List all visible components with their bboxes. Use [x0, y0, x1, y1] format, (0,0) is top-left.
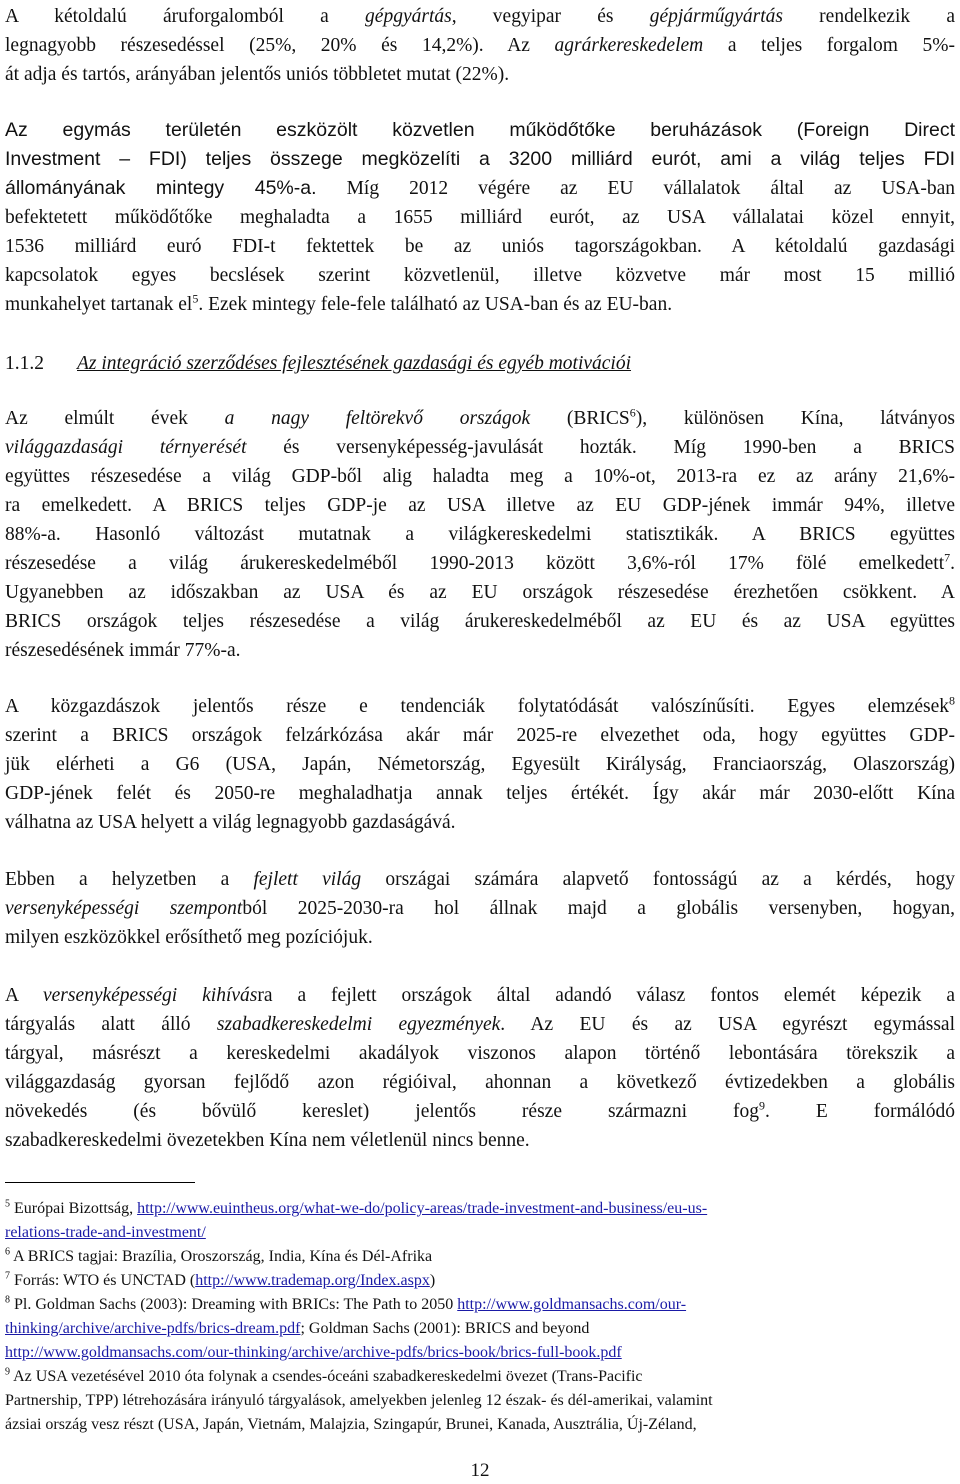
footnote-separator — [5, 1182, 195, 1183]
text-line: részesedésének immár 77%-a. — [5, 640, 241, 661]
paragraph-fdi — [5, 116, 955, 319]
text-line: tárgyal, másrészt a kereskedelmi akadályok viszonos alapon történő lebontására törekszik a — [5, 1043, 955, 1064]
paragraph-forecast — [5, 692, 955, 837]
text-line: versenyképességi szempontból 2025-2030-ra hol állnak majd a globális versenyben, hogyan, — [5, 898, 955, 919]
text-line: tárgyalás alatt álló szabadkereskedelmi egyezmények. Az EU és az USA egyrészt egymással — [5, 1014, 955, 1035]
text-line: 88%-a. Hasonló változást mutatnak a világkereskedelmi statisztikák. A BRICS együttes — [5, 524, 955, 545]
footnote-5-cont — [5, 1221, 955, 1245]
page-number: 12 — [470, 1460, 490, 1481]
footnote-9-cont: ázsiai ország vesz részt (USA, Japán, Vietnám, Malajzia, Szingapúr, Brunei, Kanada, Ausztrália, Új-Zéland, — [5, 1416, 697, 1433]
text-line: világgazdaság gyorsan fejlődő azon régióival, ahonnan a következő évtizedekben a globális — [5, 1072, 955, 1093]
section-number: 1.1.2 — [5, 353, 44, 374]
footnote-link[interactable]: http://www.goldmansachs.com/our- — [457, 1296, 687, 1313]
footnote-link[interactable]: http://www.euintheus.org/what-we-do/policy-areas/trade-investment-and-business/eu-us- — [137, 1200, 708, 1217]
text-line: BRICS országok teljes részesedése a világ árukereskedelméből az EU és az USA együttes — [5, 611, 955, 632]
text-line: szerint a BRICS országok felzárkózása akár már 2025-re elvezethet oda, hogy együttes GDP- — [5, 725, 955, 746]
footnote-5: $^5$ Európai Bizottság, http://www.euintheus.org/what-we-do/policy-areas/trade-investment-and-business/eu-us- — [5, 1198, 708, 1217]
text-line: legnagyobb részesedéssel (25%, 20% és 14,2%). Az agrárkereskedelem a teljes forgalom 5%- — [5, 35, 955, 56]
footnote-8: $^8$ Pl. Goldman Sachs (2003): Dreaming with BRICs: The Path to 2050 http://www.goldmansachs.com/our- — [5, 1294, 687, 1313]
text-line: ra emelkedett. A BRICS teljes GDP-je az USA illetve az EU GDP-jének immár 94%, illetve — [5, 495, 955, 516]
text-line: GDP-jének felét és 2050-re meghaladhatja annak teljes értékét. Így akár már 2030-előtt Kína — [5, 783, 955, 804]
section-heading — [5, 351, 631, 377]
paragraph-developed-world — [5, 865, 955, 952]
text-line: át adja és tartós, arányában jelentős uniós többletet mutat (22%). — [5, 64, 510, 85]
footnote-link[interactable]: http://www.goldmansachs.com/our-thinking/archive/archive-pdfs/brics-book/brics-full-book.pdf — [5, 1344, 622, 1361]
text-line: A közgazdászok jelentős része e tendenciák folytatódását valószínűsíti. Egyes elemzések$^8$ — [5, 693, 955, 717]
footnote-8-cont — [5, 1341, 955, 1365]
footnote-6: $^6$ A BRICS tagjai: Brazília, Oroszország, India, Kína és Dél-Afrika — [5, 1246, 433, 1265]
text-line: Az egymás területén eszközölt közvetlen működőtőke beruházások (Foreign Direct — [5, 119, 955, 141]
text-line: világgazdasági térnyerését és versenyképesség-javulását hozták. Míg 1990-ben a BRICS — [5, 437, 955, 458]
footnote-8-cont: thinking/archive/archive-pdfs/brics-dream.pdf; Goldman Sachs (2001): BRICS and beyond — [5, 1320, 590, 1337]
footnote-ref: 8 — [949, 693, 955, 708]
text-line: együttes részesedése a világ GDP-ből alig haladta meg a 10%-ot, 2013-ra ez az arány 21,6%- — [5, 466, 955, 487]
text-line: válhatna az USA helyett a világ legnagyobb gazdaságává. — [5, 812, 456, 833]
text-line: 1536 milliárd euró FDI-t fektettek be az uniós tagországokban. A kétoldalú gazdasági — [5, 236, 955, 257]
text-line: részesedése a világ árukereskedelméből 1990-2013 között 3,6%-ról 17% fölé emelkedett$^7$. — [5, 550, 955, 574]
text-line: kapcsolatok egyes becslések szerint közvetlenül, illetve közvetve már most 15 millió — [5, 265, 955, 286]
footnote-7: $^7$ Forrás: WTO és UNCTAD (http://www.trademap.org/Index.aspx) — [5, 1270, 436, 1289]
paragraph-trade-structure — [5, 2, 955, 89]
text-line: Az elmúlt évek a nagy feltörekvő országok (BRICS$^6$), különösen Kína, látványos — [5, 405, 955, 429]
text-line: Ebben a helyzetben a fejlett világ országai számára alapvető fontosságú az a kérdés, hogy — [5, 869, 956, 890]
footnotes — [5, 1197, 955, 1437]
text-line: A versenyképességi kihívásra a fejlett országok által adandó válasz fontos elemét képezik a — [5, 985, 955, 1006]
paragraph-free-trade — [5, 981, 955, 1155]
footnote-9-cont: Partnership, TPP) létrehozására irányuló tárgyalások, amelyekben jelenleg 12 észak- és dél-amerikai, valamint — [5, 1392, 713, 1409]
paragraph-brics — [5, 404, 955, 665]
text-line: A kétoldalú áruforgalomból a gépgyártás, vegyipar és gépjárműgyártás rendelkezik a — [5, 6, 955, 27]
footnote-link[interactable]: http://www.trademap.org/Index.aspx — [195, 1272, 430, 1289]
footnote-ref: 7 — [944, 550, 951, 565]
footnote-link[interactable]: relations-trade-and-investment/ — [5, 1224, 206, 1241]
text-line: növekedés (és bővülő kereslet) jelentős része származni fog$^9$. E formálódó — [5, 1098, 955, 1122]
text-line: Investment – FDI) teljes összege megközelíti a 3200 milliárd eurót, ami a világ teljes FDI — [5, 148, 955, 170]
footnote-link[interactable]: thinking/archive/archive-pdfs/brics-dream.pdf — [5, 1320, 301, 1337]
footnote-ref: 6 — [629, 405, 636, 420]
text-line: munkahelyet tartanak $el^5$. Ezek mintegy fele-fele található az USA-ban és az EU-ban. — [5, 291, 673, 315]
text-line: befektetett működőtőke meghaladta a 1655 milliárd eurót, az USA vállalatai közel ennyit, — [5, 207, 955, 228]
footnote-ref: 9 — [759, 1098, 765, 1113]
text-line: szabadkereskedelmi övezetekben Kína nem véletlenül nincs benne. — [5, 1130, 530, 1151]
footnote-ref: 5 — [192, 291, 199, 306]
section-title: Az integráció szerződéses fejlesztésének gazdasági és egyéb motivációi — [77, 353, 632, 374]
text-line: Ugyanebben az időszakban az USA és az EU országok részesedése érezhetően csökkent. A — [5, 582, 955, 603]
text-line: milyen eszközökkel erősíthető meg pozíciójuk. — [5, 927, 373, 948]
text-line: állományának mintegy 45%-a. Míg 2012 végére az EU vállalatok által az USA-ban — [5, 177, 956, 199]
text-line: jük elérheti a G6 (USA, Japán, Németország, Egyesült Királyság, Franciaország, Olaszország) — [5, 754, 955, 775]
footnote-9: $^9$ Az USA vezetésével 2010 óta folynak a csendes-óceáni szabadkereskedelmi övezet (Trans-Pacific — [5, 1366, 643, 1385]
